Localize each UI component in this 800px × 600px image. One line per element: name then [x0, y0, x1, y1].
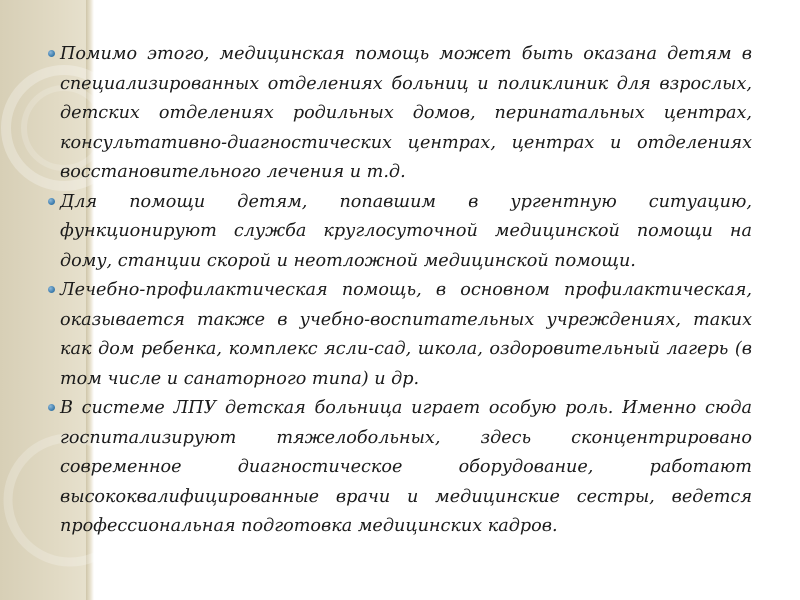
paragraph-2 — [48, 188, 752, 277]
paragraph-3-text: Лечебно-профилактическая помощь, в основном профилактическая, оказывается также в учебно-воспитательных учреждениях, таких как дом ребенка, комплекс ясли-сад, школа, оздоровительный лагерь (в том числе и санаторного типа) и др. — [60, 280, 752, 389]
paragraph-4-text: В системе ЛПУ детская больница играет особую роль. Именно сюда госпитализируют тяжелобольных, здесь сконцентрировано современное диагностическое оборудование, работают высококвалифицированные врачи и медицинские сестры, ведется профессиональная подготовка медицинских кадров. — [60, 398, 752, 536]
bullet-icon — [48, 50, 55, 57]
paragraph-3 — [48, 276, 752, 394]
bullet-icon — [48, 286, 55, 293]
bullet-icon — [48, 404, 55, 411]
paragraph-1 — [48, 40, 752, 188]
paragraph-1-text: Помимо этого, медицинская помощь может быть оказана детям в специализированных отделениях больниц и поликлиник для взрослых, детских отделениях родильных домов, перинатальных центрах, консультативно-диагностических центрах, центрах и отделениях восстановительного лечения и т.д. — [60, 44, 752, 182]
paragraph-4 — [48, 394, 752, 542]
paragraph-2-text: Для помощи детям, попавшим в ургентную ситуацию, функционируют служба круглосуточной медицинской помощи на дому, станции скорой и неотложной медицинской помощи. — [60, 191, 752, 271]
slide-body — [48, 40, 752, 542]
bullet-icon — [48, 198, 55, 205]
